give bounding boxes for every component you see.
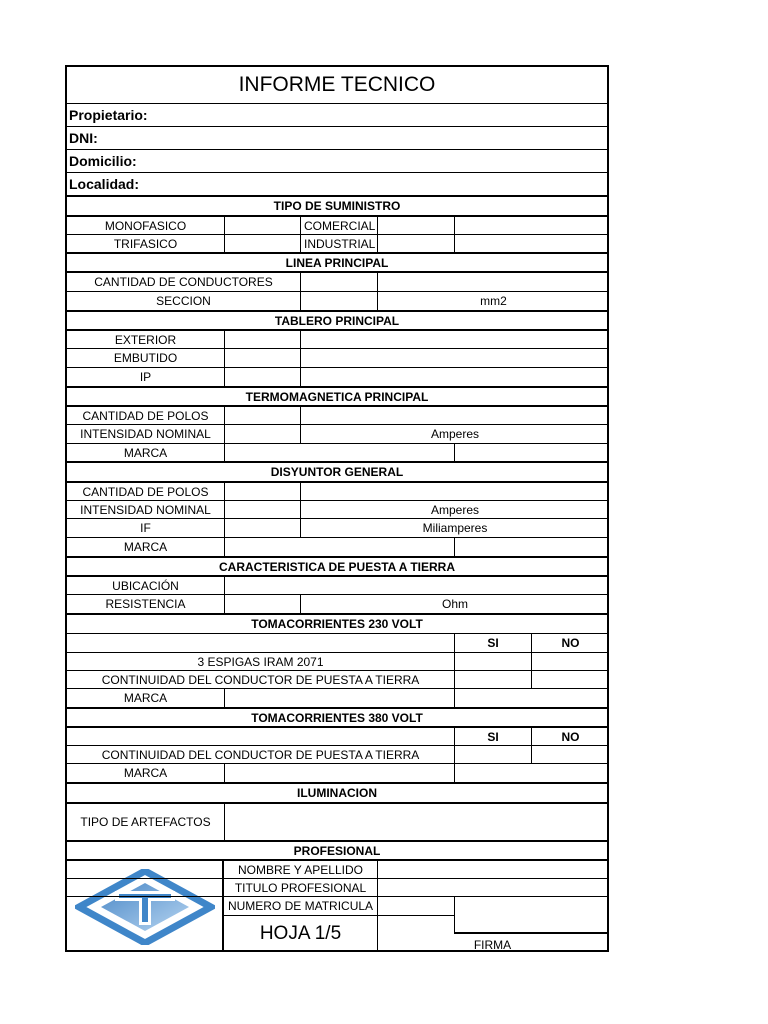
title-row <box>67 67 607 104</box>
toma230-marca-label: MARCA <box>123 691 168 705</box>
propietario-label: Propietario: <box>69 107 148 123</box>
toma230-no-header: NO <box>531 634 609 652</box>
ip-extra <box>300 368 609 386</box>
disy-amperes-unit: Amperes <box>300 501 609 518</box>
toma380-heading-row <box>67 709 607 728</box>
conductores-row <box>67 273 607 292</box>
linea-principal-heading-row <box>67 254 607 273</box>
espigas-si-checkbox[interactable] <box>454 653 531 670</box>
trifasico-row <box>67 235 607 254</box>
toma380-heading: TOMACORRIENTES 380 VOLT <box>251 710 423 725</box>
toma380-marca-extra <box>454 764 609 782</box>
suministro-extra <box>454 217 609 234</box>
disy-intensidad-input[interactable] <box>224 501 300 518</box>
termo-intensidad-input[interactable] <box>224 425 300 443</box>
propietario-row[interactable] <box>67 104 607 127</box>
industrial-checkbox[interactable] <box>377 235 454 252</box>
toma380-continuidad-row <box>67 746 607 764</box>
toma230-heading-row <box>67 615 607 634</box>
disy-polos-extra <box>300 483 609 500</box>
toma230-continuidad-row <box>67 671 607 689</box>
seccion-row <box>67 292 607 312</box>
exterior-extra <box>300 331 609 348</box>
disy-miliamperes-unit: Miliamperes <box>300 519 609 537</box>
nombre-input[interactable] <box>377 861 609 878</box>
comercial-checkbox[interactable] <box>377 217 454 234</box>
monofasico-row <box>67 217 607 235</box>
resistencia-row <box>67 595 607 615</box>
exterior-row <box>67 331 607 349</box>
nombre-label: NOMBRE Y APELLIDO <box>238 862 363 877</box>
toma230-marca-row <box>67 689 607 709</box>
localidad-row[interactable] <box>67 173 607 197</box>
espigas-label: 3 ESPIGAS IRAM 2071 <box>197 654 324 669</box>
puesta-tierra-heading-row <box>67 558 607 577</box>
toma380-si-header: SI <box>454 728 531 745</box>
linea-principal-heading: LINEA PRINCIPAL <box>285 255 389 270</box>
resistencia-input[interactable] <box>224 595 300 613</box>
profesional-heading: PROFESIONAL <box>293 843 381 858</box>
artefactos-row <box>67 804 607 842</box>
seccion-label: SECCION <box>156 294 211 308</box>
tablero-heading: TABLERO PRINCIPAL <box>274 313 400 328</box>
page-title: INFORME TECNICO <box>238 73 436 96</box>
comercial-label: COMERCIAL <box>300 217 377 234</box>
tipo-suministro-heading: TIPO DE SUMINISTRO <box>273 199 401 213</box>
espigas-no-checkbox[interactable] <box>531 653 609 670</box>
exterior-checkbox[interactable] <box>224 331 300 348</box>
matricula-label: NUMERO DE MATRICULA <box>224 897 377 916</box>
disyuntor-heading: DISYUNTOR GENERAL <box>270 465 404 479</box>
toma380-continuidad-si[interactable] <box>454 746 531 763</box>
tablero-heading-row <box>67 312 607 331</box>
termo-marca-extra <box>454 444 609 461</box>
toma380-continuidad-no[interactable] <box>531 746 609 763</box>
disy-intensidad-label: INTENSIDAD NOMINAL <box>80 502 211 517</box>
disy-marca-label: MARCA <box>123 540 168 554</box>
iluminacion-heading: ILUMINACION <box>297 786 377 800</box>
disyuntor-heading-row <box>67 463 607 483</box>
profesional-heading-row <box>67 842 607 861</box>
ip-input[interactable] <box>224 368 300 386</box>
toma230-sino-row <box>67 634 607 653</box>
toma230-heading: TOMACORRIENTES 230 VOLT <box>251 617 423 631</box>
toma230-blank <box>67 634 454 652</box>
termo-marca-row <box>67 444 607 463</box>
tipo-suministro-heading-row <box>67 197 607 217</box>
toma230-si-header: SI <box>454 634 531 652</box>
disy-if-row <box>67 519 607 538</box>
resistencia-label: RESISTENCIA <box>105 597 186 611</box>
titulo-label: TITULO PROFESIONAL <box>234 880 367 895</box>
toma380-sino-row <box>67 728 607 746</box>
artefactos-input[interactable] <box>224 804 609 840</box>
conductores-extra <box>377 273 609 291</box>
termo-intensidad-label: INTENSIDAD NOMINAL <box>80 427 211 441</box>
matricula-input[interactable] <box>377 897 454 916</box>
embutido-checkbox[interactable] <box>224 349 300 367</box>
disy-if-label: IF <box>140 521 151 535</box>
toma380-marca-input[interactable] <box>224 764 454 782</box>
toma230-continuidad-si[interactable] <box>454 671 531 688</box>
dni-label: DNI: <box>69 130 98 146</box>
toma230-marca-input[interactable] <box>224 689 454 707</box>
toma380-no-header: NO <box>531 728 609 745</box>
termo-polos-input[interactable] <box>224 407 300 424</box>
toma380-blank <box>67 728 454 745</box>
exterior-label: EXTERIOR <box>114 332 177 347</box>
monofasico-checkbox[interactable] <box>224 217 300 234</box>
toma380-marca-row <box>67 764 607 784</box>
puesta-tierra-heading: CARACTERISTICA DE PUESTA A TIERRA <box>218 559 455 574</box>
iluminacion-heading-row <box>67 784 607 804</box>
ubicacion-row <box>67 577 607 595</box>
localidad-label: Localidad: <box>69 176 140 192</box>
firma-box[interactable] <box>454 897 609 934</box>
seccion-input[interactable] <box>300 292 377 310</box>
termo-polos-row <box>67 407 607 425</box>
termomagnetica-heading-row <box>67 388 607 407</box>
termo-polos-extra <box>300 407 609 424</box>
monofasico-label: MONOFASICO <box>104 218 187 233</box>
conductores-label: CANTIDAD DE CONDUCTORES <box>94 275 273 289</box>
ubicacion-label: UBICACIÓN <box>112 578 179 593</box>
embutido-label: EMBUTIDO <box>113 351 178 365</box>
embutido-row <box>67 349 607 368</box>
trifasico-label: TRIFASICO <box>113 236 178 251</box>
toma230-continuidad-no[interactable] <box>531 671 609 688</box>
disy-intensidad-row <box>67 501 607 519</box>
termo-polos-label: CANTIDAD DE POLOS <box>82 408 209 423</box>
trifasico-checkbox[interactable] <box>224 235 300 252</box>
disy-marca-extra <box>454 538 609 556</box>
toma230-continuidad-label: CONTINUIDAD DEL CONDUCTOR DE PUESTA A TIERRA <box>101 672 420 687</box>
toma230-marca-extra <box>454 689 609 707</box>
report-form <box>65 65 609 952</box>
termo-amperes-unit: Amperes <box>300 425 609 443</box>
termo-marca-label: MARCA <box>123 445 168 460</box>
disy-polos-label: CANTIDAD DE POLOS <box>82 484 209 499</box>
toma380-continuidad-label: CONTINUIDAD DEL CONDUCTOR DE PUESTA A TIERRA <box>101 747 420 762</box>
firma-label: FIRMA <box>473 938 512 952</box>
toma380-marca-label: MARCA <box>123 766 168 780</box>
titulo-row <box>67 879 607 897</box>
suministro-extra-2 <box>454 235 609 252</box>
termomagnetica-heading: TERMOMAGNETICA PRINCIPAL <box>245 389 429 404</box>
ubicacion-input[interactable] <box>224 577 609 594</box>
ohm-unit: Ohm <box>300 595 609 613</box>
hoja-extra <box>377 916 454 952</box>
industrial-label: INDUSTRIAL <box>300 235 377 252</box>
disy-polos-input[interactable] <box>224 483 300 500</box>
embutido-extra <box>300 349 609 367</box>
conductores-input[interactable] <box>300 273 377 291</box>
nombre-row <box>67 861 607 879</box>
artefactos-label: TIPO DE ARTEFACTOS <box>80 815 211 829</box>
disy-marca-input[interactable] <box>224 538 454 556</box>
termo-marca-input[interactable] <box>224 444 454 461</box>
domicilio-label: Domicilio: <box>69 153 137 169</box>
disy-marca-row <box>67 538 607 558</box>
seccion-unit: mm2 <box>377 292 609 310</box>
espigas-row <box>67 653 607 671</box>
dni-row[interactable] <box>67 127 607 150</box>
ip-label: IP <box>139 370 152 384</box>
titulo-input[interactable] <box>377 879 609 896</box>
ip-row <box>67 368 607 388</box>
disy-polos-row <box>67 483 607 501</box>
hoja-label: HOJA 1/5 <box>259 923 342 944</box>
termo-intensidad-row <box>67 425 607 444</box>
domicilio-row[interactable] <box>67 150 607 173</box>
disy-if-input[interactable] <box>224 519 300 537</box>
